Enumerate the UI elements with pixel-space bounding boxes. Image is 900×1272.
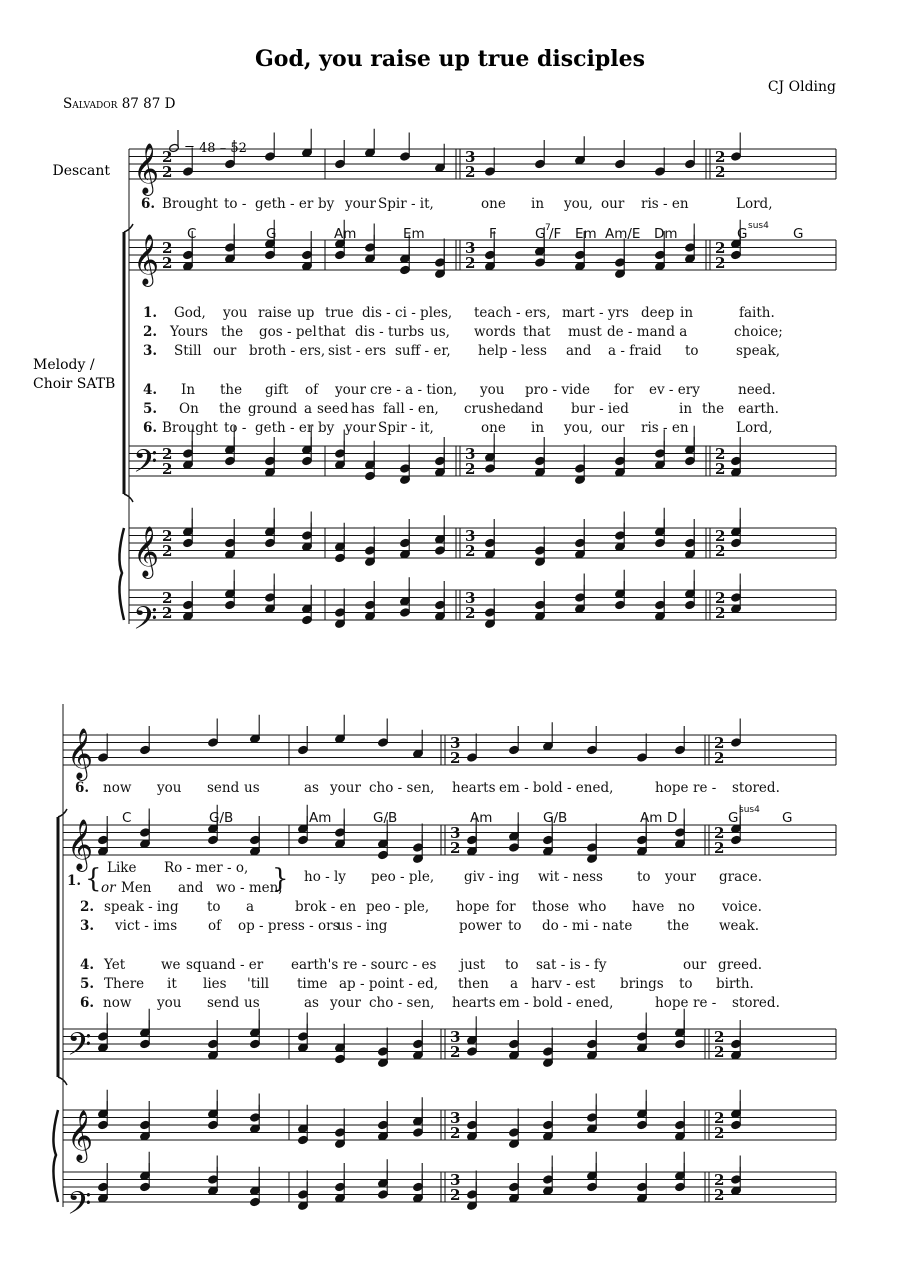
svg-text:pro - vide: pro - vide: [525, 382, 590, 398]
svg-text:peo - ple,: peo - ple,: [371, 869, 435, 885]
svg-text:crushed: crushed: [464, 401, 519, 417]
svg-text:the: the: [221, 324, 244, 340]
svg-text:hope: hope: [456, 899, 490, 915]
svg-text:2: 2: [714, 824, 725, 842]
system-brackets: [53, 149, 133, 1207]
svg-text:gift: gift: [265, 382, 289, 398]
svg-text:sus4: sus4: [748, 221, 769, 231]
svg-text:hearts: hearts: [452, 780, 496, 796]
svg-text:2: 2: [715, 148, 726, 166]
svg-text:'till: 'till: [247, 976, 270, 992]
svg-text:gos - pel: gos - pel: [259, 324, 317, 340]
svg-text:ev - ery: ev - ery: [649, 382, 700, 398]
svg-text:as: as: [304, 995, 319, 1011]
svg-text:us - ing: us - ing: [337, 918, 388, 934]
svg-text:2: 2: [715, 589, 726, 607]
svg-text:you: you: [223, 305, 248, 321]
svg-text:hearts: hearts: [452, 995, 496, 1011]
svg-text:geth - er: geth - er: [255, 420, 314, 436]
svg-text:1.: 1.: [143, 305, 158, 321]
svg-text:help - less: help - less: [478, 343, 547, 359]
svg-text:cho - sen,: cho - sen,: [369, 995, 435, 1011]
svg-text:2: 2: [714, 839, 725, 857]
svg-text:2: 2: [450, 749, 461, 767]
melody-label-2: Choir SATB: [33, 376, 116, 392]
svg-text:the: the: [667, 918, 690, 934]
svg-text:our: our: [213, 343, 237, 359]
svg-text:2: 2: [715, 254, 726, 272]
system2-verse-4: [80, 957, 762, 973]
svg-text:now: now: [103, 780, 132, 796]
svg-text:send: send: [207, 995, 240, 1011]
svg-text:2: 2: [714, 1028, 725, 1046]
svg-text:teach - ers,: teach - ers,: [474, 305, 551, 321]
svg-text:G: G: [782, 810, 793, 826]
svg-text:Am: Am: [309, 810, 332, 826]
system1-verse-6: [143, 420, 772, 436]
svg-text:speak - ing: speak - ing: [104, 899, 179, 915]
svg-text:has: has: [351, 401, 375, 417]
system2-verse-6: [80, 995, 780, 1011]
svg-text:3: 3: [465, 589, 476, 607]
bass-clef-icon: 𝄢: [67, 1026, 92, 1070]
svg-text:must: must: [568, 324, 602, 340]
svg-text:to: to: [685, 343, 699, 359]
svg-text:ris - en: ris - en: [641, 420, 689, 436]
svg-text:suff - er,: suff - er,: [395, 343, 451, 359]
svg-text:to -: to -: [224, 196, 247, 212]
svg-text:grace.: grace.: [719, 869, 762, 885]
composer: CJ Olding: [767, 79, 836, 95]
svg-text:2: 2: [715, 542, 726, 560]
svg-text:3: 3: [465, 148, 476, 166]
svg-text:your: your: [345, 196, 376, 212]
svg-text:to: to: [679, 976, 693, 992]
svg-text:op - press - ors: op - press - ors: [238, 918, 340, 934]
svg-text:2: 2: [450, 1186, 461, 1204]
tempo-marking: [169, 130, 247, 156]
page-title: God, you raise up true disciples: [255, 46, 645, 72]
svg-text:Lord,: Lord,: [736, 196, 773, 212]
svg-text:by: by: [318, 196, 335, 212]
svg-text:sus4: sus4: [739, 805, 760, 815]
svg-text:ho - ly: ho - ly: [304, 869, 346, 885]
svg-text:for: for: [614, 382, 634, 398]
svg-text:or: or: [101, 880, 116, 896]
svg-text:2: 2: [162, 589, 173, 607]
svg-text:2: 2: [714, 1186, 725, 1204]
svg-text:2: 2: [162, 604, 173, 622]
svg-text:your: your: [335, 382, 366, 398]
svg-text:2: 2: [162, 542, 173, 560]
svg-text:2: 2: [162, 460, 173, 478]
svg-text:squand - er: squand - er: [186, 957, 264, 973]
svg-text:send: send: [207, 780, 240, 796]
svg-text:2: 2: [715, 445, 726, 463]
svg-text:7: 7: [545, 223, 551, 233]
svg-text:harv - est: harv - est: [531, 976, 596, 992]
svg-text:Like: Like: [107, 860, 137, 876]
svg-text:who: who: [578, 899, 607, 915]
svg-text:Spir - it,: Spir - it,: [378, 420, 434, 436]
svg-text:2: 2: [465, 460, 476, 478]
svg-text:3: 3: [450, 734, 461, 752]
svg-text:ground: ground: [248, 401, 298, 417]
svg-text:2.: 2.: [143, 324, 158, 340]
system2-descant-lyrics: [75, 780, 780, 796]
treble-clef-icon: 𝄞: [67, 819, 94, 870]
svg-text:ap - point - ed,: ap - point - ed,: [339, 976, 439, 992]
svg-text:2: 2: [465, 542, 476, 560]
svg-text:2.: 2.: [80, 899, 95, 915]
svg-text:the: the: [220, 382, 243, 398]
svg-text:D: D: [667, 810, 678, 826]
svg-text:dis - turbs: dis - turbs: [355, 324, 425, 340]
svg-text:wo - men,: wo - men,: [216, 880, 283, 896]
svg-text:hope: hope: [655, 995, 689, 1011]
svg-text:your: your: [665, 869, 696, 885]
svg-text:2: 2: [162, 239, 173, 257]
svg-text:= 48 – 52: = 48 – 52: [184, 141, 247, 156]
svg-text:2: 2: [715, 163, 726, 181]
svg-text:1.: 1.: [67, 873, 82, 889]
svg-text:2: 2: [162, 254, 173, 272]
svg-text:3.: 3.: [80, 918, 95, 934]
treble-clef-icon: 𝄞: [133, 143, 160, 194]
svg-text:5.: 5.: [80, 976, 95, 992]
svg-text:Lord,: Lord,: [736, 420, 773, 436]
svg-text:a: a: [246, 899, 255, 915]
svg-text:2: 2: [714, 749, 725, 767]
svg-text:of: of: [208, 918, 222, 934]
svg-text:2: 2: [714, 1043, 725, 1061]
svg-text:those: those: [532, 899, 570, 915]
system2-verse-5: [80, 976, 754, 992]
bass-clef-icon: 𝄢: [133, 600, 158, 644]
svg-text:in: in: [531, 420, 545, 436]
svg-text:as: as: [304, 780, 319, 796]
svg-text:Em: Em: [403, 226, 425, 242]
svg-text:just: just: [460, 957, 486, 973]
svg-text:2: 2: [714, 734, 725, 752]
svg-text:earth.: earth.: [738, 401, 779, 417]
system1-chord-symbols: [187, 221, 803, 242]
svg-text:2: 2: [465, 604, 476, 622]
svg-text:2: 2: [465, 254, 476, 272]
svg-text:3: 3: [465, 445, 476, 463]
svg-text:2: 2: [715, 527, 726, 545]
svg-text:seed: seed: [317, 401, 349, 417]
svg-text:2: 2: [450, 839, 461, 857]
svg-text:our: our: [601, 196, 625, 212]
svg-text:3: 3: [465, 527, 476, 545]
svg-text:we: we: [161, 957, 181, 973]
svg-text:G: G: [728, 810, 739, 826]
svg-text:2: 2: [162, 163, 173, 181]
svg-text:up: up: [297, 305, 315, 321]
svg-text:your: your: [345, 420, 376, 436]
svg-text:one: one: [481, 196, 506, 212]
svg-text:3: 3: [450, 1171, 461, 1189]
svg-text:2: 2: [465, 163, 476, 181]
svg-text:have: have: [632, 899, 665, 915]
svg-text:raise: raise: [258, 305, 292, 321]
svg-text:2: 2: [715, 460, 726, 478]
svg-text:you: you: [157, 995, 182, 1011]
svg-text:3: 3: [450, 824, 461, 842]
svg-text:you,: you,: [564, 196, 593, 212]
svg-text:em - bold - ened,: em - bold - ened,: [499, 995, 614, 1011]
svg-text:by: by: [318, 420, 335, 436]
svg-text:On: On: [179, 401, 199, 417]
svg-text:us,: us,: [430, 324, 450, 340]
svg-text:and: and: [518, 401, 544, 417]
svg-text:do - mi - nate: do - mi - nate: [542, 918, 633, 934]
svg-text:2: 2: [450, 1043, 461, 1061]
svg-text:re -: re -: [693, 995, 717, 1011]
treble-clef-icon: 𝄞: [133, 526, 160, 577]
system1-verse-4: [143, 382, 776, 398]
svg-text:time: time: [297, 976, 328, 992]
system1-descant-lyrics: [141, 196, 772, 212]
svg-text:giv - ing: giv - ing: [464, 869, 520, 885]
svg-text:Still: Still: [174, 343, 202, 359]
svg-text:Ro - mer - o,: Ro - mer - o,: [164, 860, 249, 876]
svg-text:sist - ers: sist - ers: [328, 343, 387, 359]
svg-text:2: 2: [715, 239, 726, 257]
svg-text:vict - ims: vict - ims: [115, 918, 178, 934]
svg-text:Am/E: Am/E: [605, 226, 641, 242]
svg-text:re - sourc - es: re - sourc - es: [343, 957, 437, 973]
svg-text:Am: Am: [470, 810, 493, 826]
svg-text:C: C: [122, 810, 132, 826]
svg-text:no: no: [678, 899, 695, 915]
note-heads: [98, 129, 742, 1211]
svg-text:God,: God,: [174, 305, 206, 321]
system2-verse-2: [80, 899, 762, 915]
svg-text:that: that: [318, 324, 346, 340]
svg-text:2: 2: [162, 527, 173, 545]
svg-text:de - mand a: de - mand a: [607, 324, 688, 340]
svg-text:and: and: [566, 343, 592, 359]
svg-text:stored.: stored.: [732, 995, 780, 1011]
svg-text:6.: 6.: [143, 420, 158, 436]
svg-text:to: to: [207, 899, 221, 915]
bass-clef-icon: 𝄢: [133, 443, 158, 487]
svg-text:a: a: [510, 976, 519, 992]
svg-text:weak.: weak.: [719, 918, 760, 934]
svg-text:brok - en: brok - en: [295, 899, 357, 915]
svg-text:Yet: Yet: [104, 957, 126, 973]
svg-text:and: and: [178, 880, 204, 896]
svg-text:need.: need.: [738, 382, 776, 398]
svg-text:greed.: greed.: [718, 957, 763, 973]
svg-text:F: F: [489, 226, 497, 242]
svg-text:2: 2: [162, 445, 173, 463]
svg-text:mart - yrs: mart - yrs: [562, 305, 629, 321]
treble-clef-icon: 𝄞: [67, 1110, 94, 1161]
svg-text:peo - ple,: peo - ple,: [366, 899, 430, 915]
svg-text:wit - ness: wit - ness: [538, 869, 603, 885]
svg-text:earth's: earth's: [291, 957, 339, 973]
svg-text:2: 2: [714, 1109, 725, 1127]
svg-text:our: our: [601, 420, 625, 436]
svg-text:in: in: [680, 305, 694, 321]
svg-text:Am: Am: [640, 810, 663, 826]
system2-verse-1: [67, 860, 762, 896]
svg-text:you: you: [480, 382, 505, 398]
svg-text:There: There: [104, 976, 145, 992]
svg-text:G: G: [737, 226, 748, 242]
svg-text:{: {: [85, 864, 102, 894]
svg-text:a: a: [304, 401, 313, 417]
svg-text:brings: brings: [620, 976, 664, 992]
svg-text:3.: 3.: [143, 343, 158, 359]
svg-text:in: in: [531, 196, 545, 212]
svg-text:G/B: G/B: [209, 810, 234, 826]
svg-text:a - fraid: a - fraid: [608, 343, 662, 359]
system1-verse-3: [143, 343, 780, 359]
svg-text:stored.: stored.: [732, 780, 780, 796]
svg-text:6.: 6.: [141, 196, 156, 212]
svg-text:2: 2: [162, 148, 173, 166]
svg-text:G: G: [266, 226, 277, 242]
svg-text:Spir - it,: Spir - it,: [378, 196, 434, 212]
system2-verse-3: [80, 918, 759, 934]
svg-text:Am: Am: [334, 226, 357, 242]
svg-text:your: your: [330, 780, 361, 796]
svg-text:C: C: [187, 226, 197, 242]
tune-name: Salvador 87 87 D: [63, 96, 176, 112]
svg-text:hope: hope: [655, 780, 689, 796]
svg-text:sat - is - fy: sat - is - fy: [536, 957, 607, 973]
svg-text:Yours: Yours: [170, 324, 208, 340]
svg-text:you: you: [157, 780, 182, 796]
descant-label: Descant: [52, 163, 110, 179]
svg-text:2: 2: [714, 1171, 725, 1189]
svg-text:Em: Em: [575, 226, 597, 242]
svg-text:ris - en: ris - en: [641, 196, 689, 212]
svg-text:for: for: [496, 899, 516, 915]
system1-verse-5: [143, 401, 779, 417]
svg-text:dis - ci - ples,: dis - ci - ples,: [362, 305, 453, 321]
svg-text:G/B: G/B: [543, 810, 568, 826]
svg-text:2: 2: [450, 1124, 461, 1142]
svg-text:power: power: [459, 918, 502, 934]
svg-text:Brought: Brought: [162, 420, 218, 436]
svg-text:to: to: [505, 957, 519, 973]
svg-text:In: In: [181, 382, 196, 398]
svg-text:you,: you,: [564, 420, 593, 436]
svg-text:us: us: [244, 780, 260, 796]
svg-text:lies: lies: [203, 976, 227, 992]
svg-text:4.: 4.: [80, 957, 95, 973]
svg-text:voice.: voice.: [722, 899, 762, 915]
svg-text:Brought: Brought: [162, 196, 218, 212]
svg-text:G/B: G/B: [373, 810, 398, 826]
svg-text:fall - en,: fall - en,: [383, 401, 439, 417]
svg-text:5.: 5.: [143, 401, 158, 417]
svg-text:em - bold - ened,: em - bold - ened,: [499, 780, 614, 796]
svg-text:G: G: [535, 226, 546, 242]
svg-text:Men: Men: [121, 880, 152, 896]
svg-text:}: }: [272, 864, 289, 894]
svg-text:speak,: speak,: [736, 343, 781, 359]
svg-text:bur - ied: bur - ied: [571, 401, 629, 417]
svg-text:cre - a - tion,: cre - a - tion,: [370, 382, 458, 398]
svg-text:broth - ers,: broth - ers,: [249, 343, 326, 359]
svg-text:birth.: birth.: [716, 976, 754, 992]
svg-text:us: us: [244, 995, 260, 1011]
svg-text:G: G: [793, 226, 804, 242]
system1-verse-2: [143, 324, 783, 340]
svg-text:one: one: [481, 420, 506, 436]
svg-text:2: 2: [714, 1124, 725, 1142]
treble-clef-icon: 𝄞: [133, 234, 160, 285]
svg-text:words: words: [474, 324, 516, 340]
treble-clef-icon: 𝄞: [67, 728, 94, 779]
svg-text:in: in: [679, 401, 693, 417]
system1-verse-1: [143, 305, 775, 321]
svg-text:to: to: [508, 918, 522, 934]
svg-text:deep: deep: [641, 305, 675, 321]
svg-text:true: true: [325, 305, 354, 321]
svg-text:the: the: [702, 401, 725, 417]
svg-text:of: of: [305, 382, 319, 398]
svg-text:3: 3: [450, 1109, 461, 1127]
svg-text:our: our: [683, 957, 707, 973]
svg-text:that: that: [523, 324, 551, 340]
svg-text:the: the: [219, 401, 242, 417]
svg-text:4.: 4.: [143, 382, 158, 398]
system2-chord-symbols: [122, 805, 792, 826]
svg-text:re -: re -: [693, 780, 717, 796]
svg-text:faith.: faith.: [739, 305, 775, 321]
svg-text:Dm: Dm: [654, 226, 678, 242]
svg-text:your: your: [330, 995, 361, 1011]
svg-text:choice;: choice;: [734, 324, 783, 340]
svg-text:6.: 6.: [80, 995, 95, 1011]
svg-text:/F: /F: [549, 226, 562, 242]
melody-label-1: Melody /: [33, 357, 95, 373]
svg-text:3: 3: [465, 239, 476, 257]
svg-text:2: 2: [715, 604, 726, 622]
svg-text:geth - er: geth - er: [255, 196, 314, 212]
svg-text:3: 3: [450, 1028, 461, 1046]
svg-text:6.: 6.: [75, 780, 90, 796]
svg-text:to: to: [637, 869, 651, 885]
svg-text:then: then: [458, 976, 489, 992]
bass-clef-icon: 𝄢: [67, 1185, 92, 1229]
svg-text:now: now: [103, 995, 132, 1011]
svg-text:it: it: [167, 976, 177, 992]
svg-text:to -: to -: [224, 420, 247, 436]
svg-text:cho - sen,: cho - sen,: [369, 780, 435, 796]
